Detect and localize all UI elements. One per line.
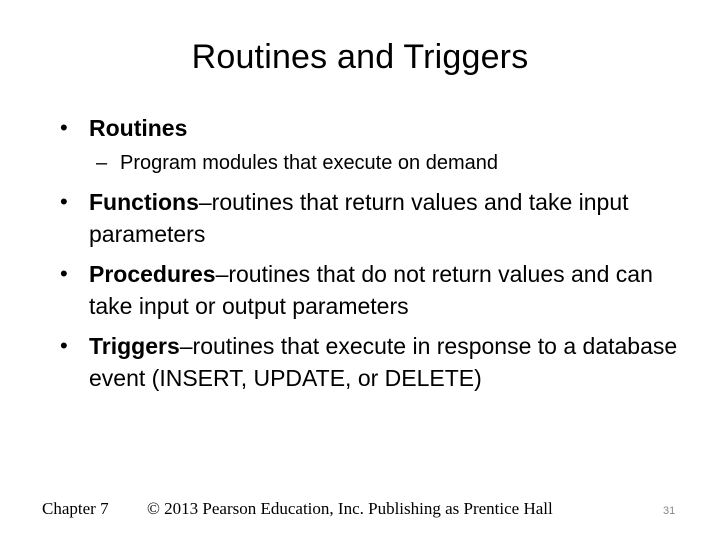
dash-icon: – <box>96 152 108 174</box>
bullet-dot-icon: • <box>60 115 68 140</box>
bullet-body <box>89 186 689 250</box>
bullet-triggers <box>0 330 720 394</box>
sub-bullet <box>96 147 498 179</box>
bullet-body <box>89 258 689 322</box>
bullet-term: Triggers <box>89 333 180 359</box>
bullet-dot-icon: • <box>60 261 68 286</box>
footer-chapter: Chapter 7 <box>42 499 109 518</box>
bullet-term: Routines <box>89 115 188 141</box>
bullet-term: Functions <box>89 189 199 215</box>
footer-copyright: © 2013 Pearson Education, Inc. Publishing as Prentice Hall <box>147 499 553 518</box>
bullet-description: –routines that do not return values and can take input or output parameters <box>89 261 653 319</box>
bullet-procedures <box>0 258 720 322</box>
bullet-term: Procedures <box>89 261 216 287</box>
sub-bullet-text: Program modules that execute on demand <box>120 152 498 174</box>
bullet-functions <box>0 186 720 250</box>
bullet-dot-icon: • <box>60 333 68 358</box>
bullet-routines <box>0 112 720 144</box>
bullet-description: –routines that return values and take input parameters <box>89 189 629 247</box>
page-number: 31 <box>663 505 676 517</box>
bullet-description: –routines that execute in response to a database event (INSERT, UPDATE, or DELETE) <box>89 333 678 391</box>
bullet-dot-icon: • <box>60 189 68 214</box>
bullet-body <box>89 330 689 394</box>
slide-title: Routines and Triggers <box>191 38 529 76</box>
